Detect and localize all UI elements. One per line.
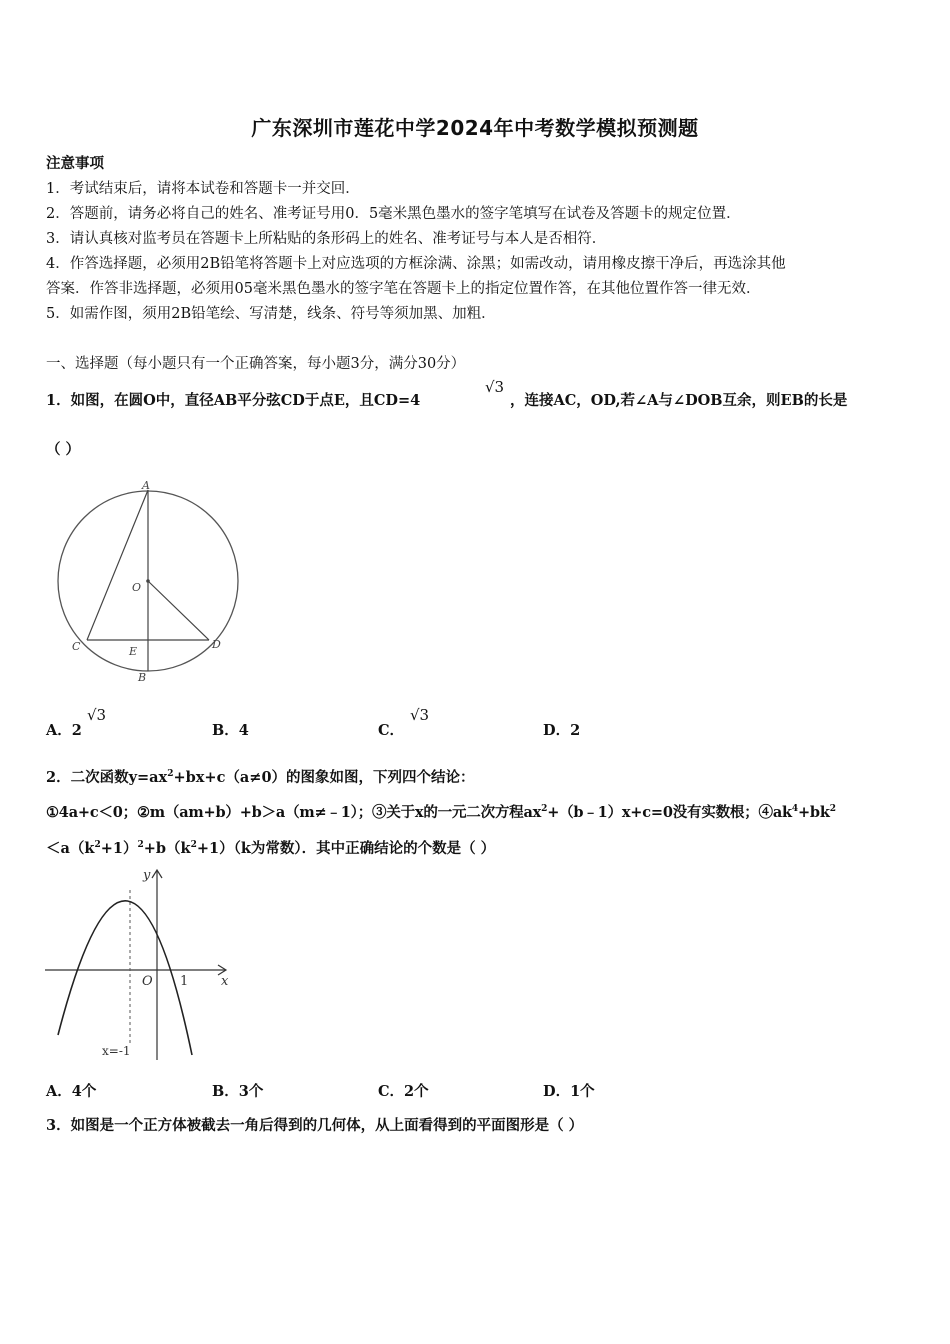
label-e: E bbox=[129, 645, 138, 658]
q1-circle-figure bbox=[52, 478, 267, 688]
label-b: B bbox=[138, 671, 147, 684]
label-y: y bbox=[143, 868, 151, 883]
q2-option-a[interactable]: A．4个 bbox=[46, 1083, 97, 1100]
note-item-3: 3．请认真核对监考员在答题卡上所粘贴的条形码上的姓名、准考证号与本人是否相符． bbox=[46, 231, 607, 247]
page-title: 广东深圳市莲花中学2024年中考数学模拟预测题 bbox=[251, 116, 699, 140]
q1-sqrt3: √3 bbox=[485, 378, 505, 396]
q1-option-b[interactable]: B．4 bbox=[212, 722, 249, 739]
label-one: 1 bbox=[180, 974, 189, 989]
note-item-1: 1．考试结束后，请将本试卷和答题卡一并交回． bbox=[46, 181, 360, 197]
q1-bracket: （ ） bbox=[46, 441, 81, 458]
label-symmetry: x=-1 bbox=[102, 1044, 131, 1058]
label-a: A bbox=[142, 479, 150, 492]
q1-option-a[interactable]: A．2 bbox=[46, 722, 82, 739]
parabola-curve bbox=[58, 901, 192, 1055]
label-o: O bbox=[132, 581, 142, 594]
chord-ac bbox=[87, 490, 148, 640]
q3-text: 3．如图是一个正方体被截去一角后得到的几何体，从上面看得到的平面图形是（ ） bbox=[46, 1117, 584, 1134]
q2-option-b[interactable]: B．3个 bbox=[212, 1083, 264, 1100]
q1-option-a-root: √3 bbox=[87, 706, 107, 724]
label-d: D bbox=[212, 638, 221, 651]
label-c: C bbox=[72, 640, 81, 653]
q1-option-d[interactable]: D．2 bbox=[543, 722, 581, 739]
q2-parabola-figure bbox=[40, 865, 240, 1065]
q2-line-1: 2．二次函数$y=ax^2+bx+c(a\ne 0)$的图象如图，下列四个结论： bbox=[46, 769, 475, 786]
note-item-2: 2．答题前，请务必将自己的姓名、准考证号用0．5毫米黑色墨水的签字笔填写在试卷及答题卡的规定位置． bbox=[46, 206, 741, 222]
label-x: x bbox=[221, 974, 229, 989]
segment-od bbox=[148, 581, 209, 640]
q1-option-c-root: √3 bbox=[410, 706, 430, 724]
note-item-4-continued: 答案．作答非选择题，必须用05毫米黑色墨水的签字笔在答题卡上的指定位置作答，在其他位置作答一律无效． bbox=[46, 281, 761, 297]
q1-text-part1: 1．如图，在圆O中，直径AB平分弦CD于点E，且CD=4 bbox=[46, 392, 421, 409]
center-point bbox=[146, 579, 150, 583]
q2-line-3: $<a(k^2+1)^2+b(k^2+1)(k$为常数）．其中正确结论的个数是（ ） bbox=[46, 840, 496, 857]
q1-text-part2: ，连接AC，OD,若∠A与∠DOB互余，则EB的长是 bbox=[510, 392, 848, 409]
note-item-5: 5．如需作图，须用2B铅笔绘、写清楚，线条、符号等须加黑、加粗． bbox=[46, 306, 496, 322]
q2-line-2: ①4a+c＜0；②m（am+b）+b＞a（m≠﹣1）；③关于x的一元二次方程$ax^2+(b﹣1)x+c=0$没有实数根；$④ak^4+bk^2$ bbox=[46, 804, 836, 821]
note-item-4: 4．作答选择题，必须用2B铅笔将答题卡上对应选项的方框涂满、涂黑；如需改动，请用橡皮擦干净后，再选涂其他 bbox=[46, 256, 786, 272]
section-heading: 一、选择题（每小题只有一个正确答案，每小题3分，满分30分） bbox=[46, 356, 466, 372]
q1-option-c[interactable]: C． bbox=[378, 722, 405, 739]
notes-heading: 注意事项 bbox=[46, 155, 104, 172]
label-origin: O bbox=[142, 974, 153, 989]
q2-option-d[interactable]: D．1个 bbox=[543, 1083, 595, 1100]
q2-option-c[interactable]: C．2个 bbox=[378, 1083, 429, 1100]
